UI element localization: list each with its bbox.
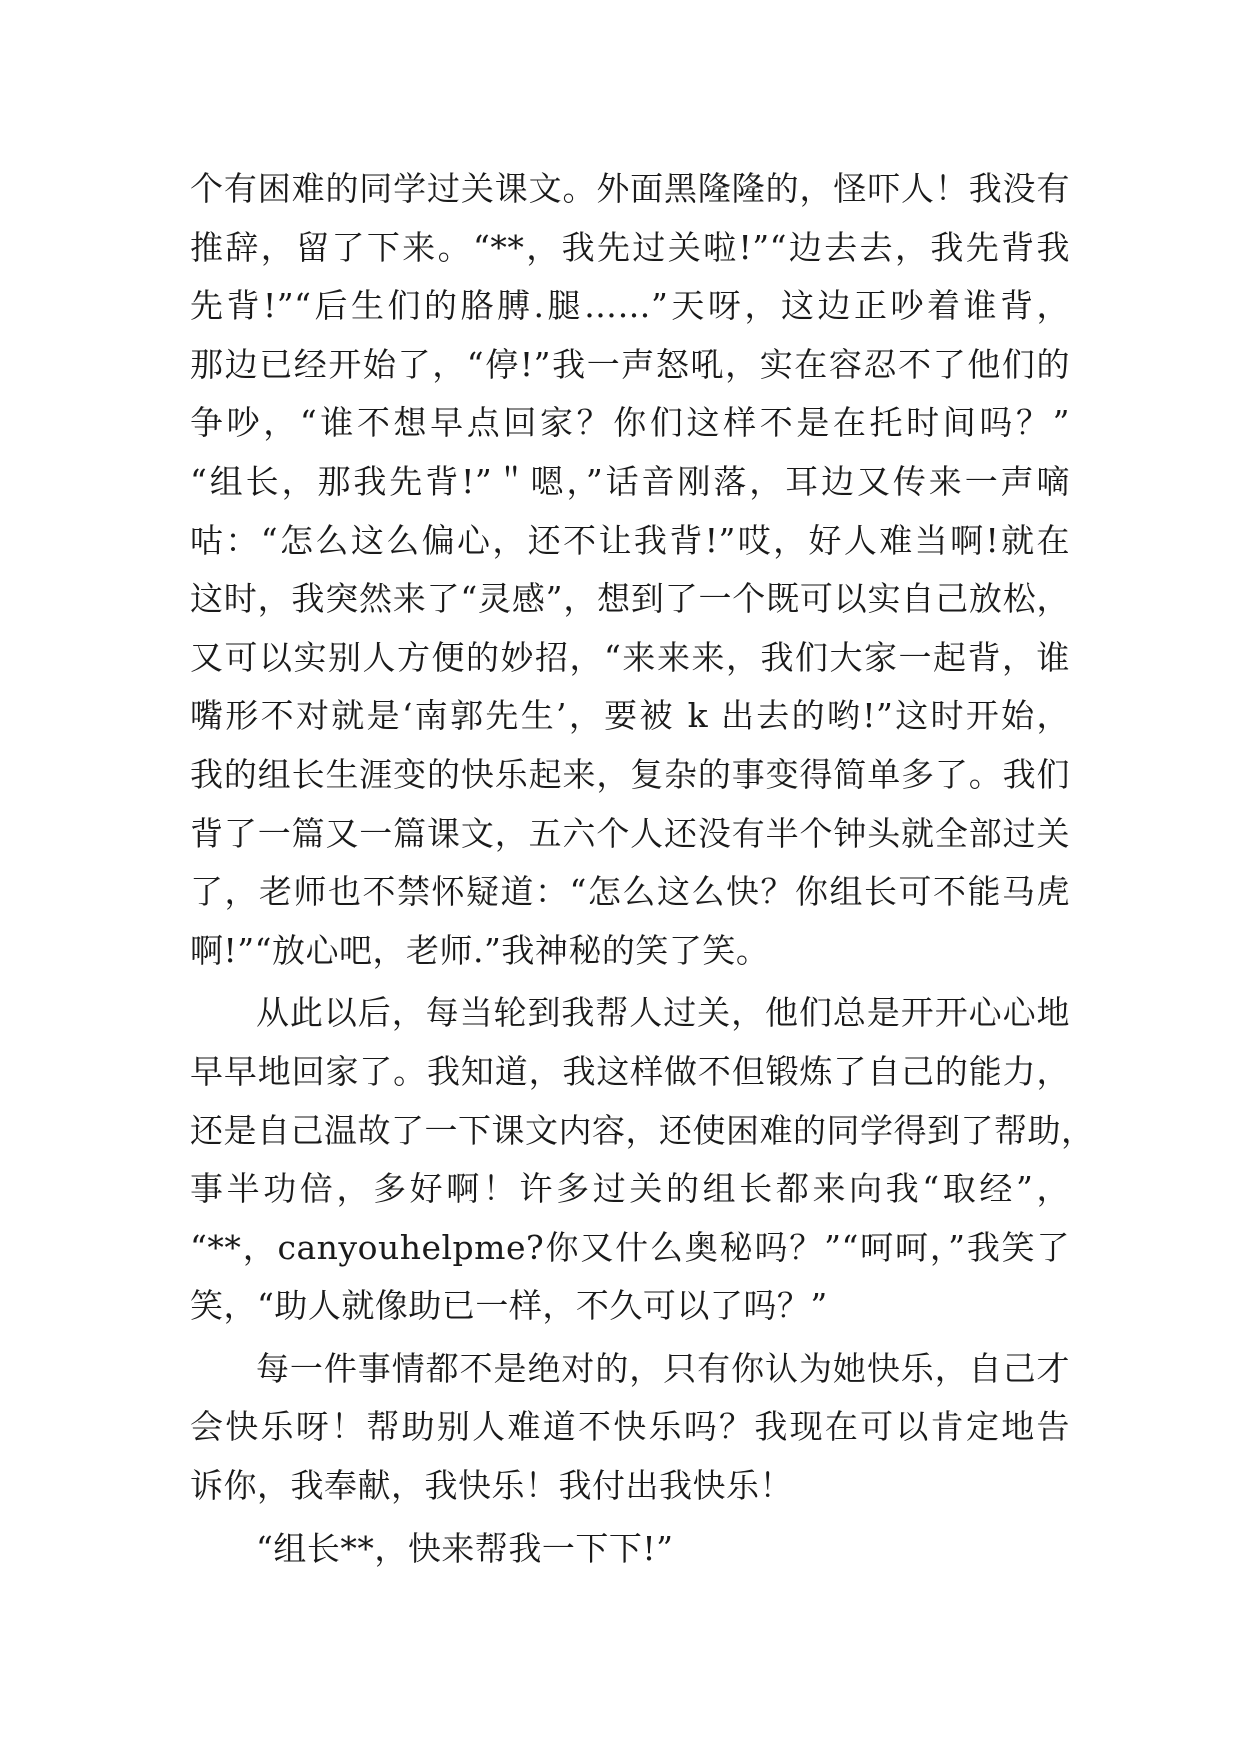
text-line: 笑，“助人就像助已一样，不久可以了吗？”	[190, 1286, 828, 1326]
text-line: 推辞，留了下来。“**，我先过关啦!”“边去去，我先背我	[190, 227, 1070, 267]
text-line: 啊!”“放心吧，老师.”我神秘的笑了笑。	[190, 930, 770, 970]
text-line: 个有困难的同学过关课文。外面黑隆隆的，怪吓人！我没有	[190, 169, 1070, 208]
paragraph-3	[190, 1340, 1070, 1516]
text-line: 背了一篇又一篇课文，五六个人还没有半个钟头就全部过关	[190, 813, 1070, 853]
text-line: 会快乐呀！帮助别人难道不快乐吗？我现在可以肯定地告	[190, 1407, 1070, 1447]
text-line: 每一件事情都不是绝对的，只有你认为她快乐，自己才	[256, 1348, 1070, 1388]
text-line: 诉你，我奉献，我快乐！我付出我快乐！	[190, 1466, 793, 1506]
text-line: 我的组长生涯变的快乐起来，复杂的事变得简单多了。我们	[190, 754, 1070, 794]
text-line: “**，canyouhelpme?你又什么奥秘吗？”“呵呵，”我笑了	[190, 1227, 1070, 1267]
text-line: 先背!”“后生们的胳膊.腿……”天呀，这边正吵着谁背，	[190, 286, 1070, 326]
text-line: 早早地回家了。我知道，我这样做不但锻炼了自己的能力，	[190, 1051, 1070, 1091]
text-line: 了，老师也不禁怀疑道：“怎么这么快？你组长可不能马虎	[190, 872, 1070, 912]
text-line: 又可以实别人方便的妙招，“来来来，我们大家一起背，谁	[190, 637, 1070, 677]
paragraph-4	[190, 1520, 1070, 1579]
paragraph-2	[190, 984, 1095, 1336]
text-line: 事半功倍，多好啊！许多过关的组长都来向我“取经”，	[190, 1169, 1070, 1209]
paragraph-1	[190, 160, 1070, 980]
text-line: “组长**，快来帮我一下下!”	[256, 1528, 674, 1568]
text-line: 嘴形不对就是‘南郭先生’，要被 k 出去的哟!”这时开始，	[190, 696, 1070, 736]
text-line: 还是自己温故了一下课文内容，还使困难的同学得到了帮助，	[190, 1110, 1095, 1150]
text-line: 争吵，“谁不想早点回家？你们这样不是在托时间吗？”	[190, 403, 1070, 443]
document-body	[190, 160, 1095, 1578]
text-line: 那边已经开始了，“停!”我一声怒吼，实在容忍不了他们的	[190, 344, 1070, 384]
text-line: 这时，我突然来了“灵感”，想到了一个既可以实自己放松，	[190, 579, 1070, 619]
text-line: 从此以后，每当轮到我帮人过关，他们总是开开心心地	[256, 993, 1070, 1033]
text-line: “组长，那我先背!”＂嗯，”话音刚落，耳边又传来一声嘀	[190, 461, 1070, 501]
text-line: 咕：“怎么这么偏心，还不让我背!”哎，好人难当啊!就在	[190, 520, 1070, 560]
